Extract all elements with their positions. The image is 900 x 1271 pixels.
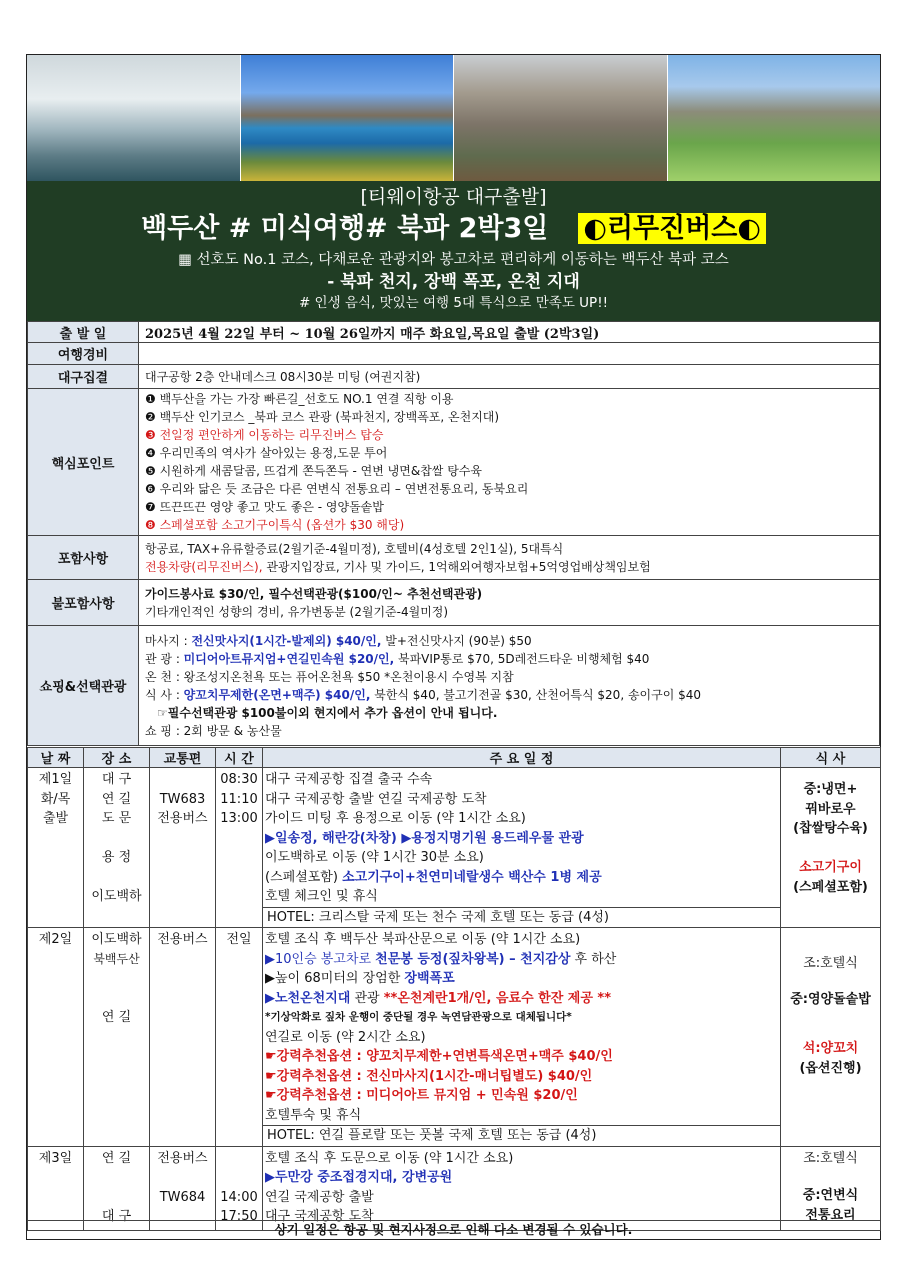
banner-title-text: 백두산 # 미식여행# 북파 2박3일 — [141, 213, 549, 244]
day-2-place-2: 북백두산 — [93, 951, 140, 966]
price-value — [139, 343, 880, 365]
day-1-place-6 — [86, 868, 147, 888]
point-3: ❸ 전일정 편안하게 이동하는 리무진버스 탑승 — [145, 428, 384, 442]
day-1-time-2: 11:10 — [220, 791, 258, 807]
day-3-line-1: 호텔 조식 후 도문으로 이동 (약 1시간 소요) — [265, 1150, 514, 1166]
day-1-line-3: 가이드 미팅 후 용정으로 이동 (약 1시간 소요) — [265, 811, 526, 826]
day-2-option-3: ☛강력추천옵션 : 미디어아트 뮤지엄 + 민속원 $20/인 — [265, 1088, 578, 1103]
meeting-row — [28, 365, 880, 389]
day-1-line-4: ▶일송정, 해란강(차창) ▶용정지명기원 용드레우물 관광 — [265, 830, 584, 846]
day-2-place-1: 이도백하 — [91, 932, 142, 947]
itinerary-document — [26, 54, 881, 1240]
shopping-label: 쇼핑&선택관광 — [28, 626, 139, 746]
day-1-place-7: 이도백하 — [91, 889, 142, 904]
day-1-date — [28, 768, 84, 928]
point-2: ❷ 백두산 인기코스 _북파 코스 관광 (북파천지, 장백폭포, 온천지대) — [145, 410, 500, 424]
point-8: ❽ 스페셜포함 소고기구이특식 (옵션가 $30 해당) — [145, 518, 405, 532]
limousine-badge: ◐리무진버스◐ — [578, 213, 766, 244]
included-rest: 관광지입장료, 기사 및 가이드, 1억해외여행자보험+5억영업배상책임보험 — [262, 559, 651, 574]
included-line-2 — [145, 558, 873, 576]
option-tour — [145, 650, 873, 668]
header-date: 날 짜 — [28, 748, 84, 768]
day-2-place-4 — [86, 989, 147, 1009]
day-1-meal-6: (스페셜포함) — [793, 879, 868, 895]
day-2-line-2 — [265, 950, 778, 970]
day-2-line-2-pre: ▶10인승 봉고차로 — [265, 951, 376, 967]
schedule-header-row — [28, 748, 881, 768]
info-table — [27, 321, 880, 746]
day-3-place-2 — [86, 1168, 147, 1188]
day-2-row — [28, 928, 881, 1147]
day-1-meal-5: 소고기구이 — [799, 860, 862, 875]
day-2-line-1: 호텔 조식 후 백두산 북파산문으로 이동 (약 1시간 소요) — [265, 932, 581, 947]
day-2-option-1: ☛강력추천옵션 : 양꼬치무제한+연변특색온면+맥주 $40/인 — [265, 1049, 613, 1064]
option-shopping: 쇼 핑 : 2회 방문 & 농산물 — [145, 723, 282, 738]
day-1-itinerary — [263, 768, 781, 928]
day-2-line-3-pre: ▶높이 68미터의 장엄한 — [265, 971, 405, 986]
option-massage — [145, 632, 873, 650]
day-2-line-5: *기상악화로 짚차 운행이 중단될 경우 녹연담관광으로 대체됩니다* — [265, 1011, 572, 1023]
photo-strip — [27, 55, 880, 181]
schedule-table — [27, 747, 881, 1231]
day-1-line-1: 대구 국제공항 집결 출국 수속 — [265, 772, 433, 787]
crater-lake-photo — [241, 55, 455, 181]
day-2-hotel: HOTEL: 연길 플로랄 또는 풋볼 국제 호텔 또는 동급 (4성) — [263, 1125, 780, 1146]
day-1-row — [28, 768, 881, 928]
banner-line-2: - 북파 천지, 장백 폭포, 온천 지대 — [327, 272, 580, 292]
departure-label: 출 발 일 — [28, 322, 139, 343]
day-2-transport — [150, 928, 216, 1147]
departure-value: 2025년 4월 22일 부터 ~ 10월 26일까지 매주 화요일,목요일 출발 (2박3일) — [139, 322, 880, 343]
day-2-bus: 전용버스 — [157, 932, 208, 947]
massage-rest: 발+전신맛사지 (90분) $50 — [381, 633, 532, 648]
day-1-places — [84, 768, 150, 928]
title-banner — [27, 181, 880, 321]
day-2-meals — [781, 928, 881, 1147]
points-label: 핵심포인트 — [28, 389, 139, 536]
meal-rest: 북한식 $40, 불고기전골 $30, 산천어특식 $20, 송이구이 $40 — [370, 687, 702, 702]
header-time: 시 간 — [216, 748, 263, 768]
day-1-line-6 — [265, 868, 778, 888]
day-3-date — [28, 1146, 84, 1230]
header-place: 장 소 — [84, 748, 150, 768]
included-line-1: 항공료, TAX+유류할증료(2월기준-4월미정), 호텔비(4성호텔 2인1실), 5대특식 — [145, 541, 564, 556]
excluded-label: 불포함사항 — [28, 580, 139, 626]
tour-rest: 북파VIP통로 $70, 5D레전드타운 비행체험 $40 — [394, 651, 650, 666]
day-1-special-label: (스페셜포함) — [265, 869, 343, 885]
day-2-meal-1: 조:호텔식 — [803, 956, 858, 971]
header-transport: 교통편 — [150, 748, 216, 768]
included-value — [139, 536, 880, 580]
day-1-meal-1: 중:냉면+ — [803, 782, 858, 797]
included-row — [28, 536, 880, 580]
day-2-place-5: 연 길 — [101, 1010, 132, 1025]
day-3-time-2 — [218, 1168, 260, 1188]
day-1-times — [216, 768, 263, 928]
day-2-meal-2: 중:영양돌솥밥 — [790, 991, 871, 1007]
day-2-line-7: 호텔투숙 및 휴식 — [265, 1107, 362, 1123]
day-3-transport — [150, 1146, 216, 1230]
day-3-times — [216, 1146, 263, 1230]
points-value — [139, 389, 880, 536]
day-3-places — [84, 1146, 150, 1230]
point-1: ❶ 백두산을 가는 가장 빠른길_선호도 NO.1 연결 직항 이용 — [145, 392, 454, 406]
day-2-line-4 — [265, 989, 778, 1009]
day-2-meal-4: (옵션진행) — [799, 1060, 862, 1076]
meeting-label: 대구집결 — [28, 365, 139, 389]
departure-row — [28, 322, 880, 343]
day-1-hotel: HOTEL: 크리스탈 국제 또는 천수 국제 호텔 또는 동급 (4성) — [263, 907, 780, 928]
day-3-time-3: 14:00 — [220, 1189, 258, 1205]
tour-highlight: 미디어아트뮤지엄+연길민속원 $20/인, — [183, 651, 395, 666]
included-label: 포함사항 — [28, 536, 139, 580]
day-1-flight: TW683 — [159, 791, 206, 807]
header-meals: 식 사 — [781, 748, 881, 768]
day-1-time-1: 08:30 — [220, 772, 258, 787]
day-2-line-2-highlight: 천문봉 등정(짚차왕복) – 천지감상 — [375, 951, 571, 967]
meeting-value: 대구공항 2층 안내데스크 08시30분 미팅 (여권지참) — [139, 365, 880, 389]
point-5: ❺ 시원하게 새콤달콤, 뜨겁게 쫀득쫀득 - 연변 냉면&찹쌀 탕수육 — [145, 464, 482, 478]
day-2-places — [84, 928, 150, 1147]
day-3-meal-3: 전통요리 — [805, 1207, 856, 1223]
day-1-meal-3: (찹쌀탕수육) — [793, 821, 868, 836]
day-3-line-3: 연길 국제공항 출발 — [265, 1189, 374, 1205]
day-1-line-7: 호텔 체크인 및 휴식 — [265, 889, 378, 904]
day-1-meal-2: 꿔바로우 — [805, 801, 856, 817]
massage-prefix: 마사지 : — [145, 633, 192, 648]
day-3-itinerary — [263, 1146, 781, 1230]
option-spa: 온 천 : 왕조성지온천욕 또는 퓨어온천욕 $50 *온천이용시 수영복 지참 — [145, 669, 514, 684]
excluded-line-2: 기타개인적인 성향의 경비, 유가변동분 (2월기준-4월미정) — [145, 604, 449, 619]
day-1-place-3: 도 문 — [101, 811, 132, 826]
day-1-bus: 전용버스 — [157, 811, 208, 826]
day-3-transport-2 — [152, 1168, 213, 1188]
price-row — [28, 343, 880, 365]
day-2-date-label: 제2일 — [38, 932, 73, 947]
day-2-line-6: 연길로 이동 (약 2시간 소요) — [265, 1029, 426, 1045]
day-3-place-1: 연 길 — [101, 1150, 132, 1166]
included-vehicle: 전용차량(리무진버스), — [145, 559, 263, 574]
price-label: 여행경비 — [28, 343, 139, 365]
day-1-line-5: 이도백하로 이동 (약 1시간 30분 소요) — [265, 850, 484, 865]
option-meal — [145, 686, 873, 704]
waterfall-photo — [454, 55, 668, 181]
day-2-option-2: ☛강력추천옵션 : 전신마사지(1시간-매너팁별도) $40/인 — [265, 1068, 593, 1084]
day-1-place-2: 연 길 — [101, 791, 132, 807]
day-2-line-4-note: **온천계란1개/인, 음료수 한잔 제공 ** — [383, 990, 612, 1006]
banner-title — [27, 211, 880, 247]
day-1-weekday: 화/목 — [40, 791, 71, 807]
point-4: ❹ 우리민족의 역사가 살아있는 용정,도문 투어 — [145, 446, 388, 460]
day-1-place-5: 용 정 — [101, 850, 132, 865]
massage-highlight: 전신맛사지(1시간-발제외) $40/인, — [191, 633, 382, 648]
header-itinerary: 주 요 일 정 — [263, 748, 781, 768]
day-1-meal-4 — [783, 839, 878, 859]
banner-line-1: ▦ 선호도 No.1 코스, 다채로운 관광지와 봉고차로 편리하게 이동하는 백두산 북파 코스 — [178, 252, 729, 268]
day-1-transport-1 — [152, 770, 213, 790]
points-row — [28, 389, 880, 536]
day-1-line-2: 대구 국제공항 출발 연길 국제공항 도착 — [265, 791, 487, 807]
day-3-row — [28, 1146, 881, 1230]
day-2-itinerary — [263, 928, 781, 1147]
tour-prefix: 관 광 : — [145, 651, 184, 666]
point-6: ❻ 우리와 닮은 듯 조금은 다른 연변식 전통요리 – 연변전통요리, 동북요리 — [145, 482, 529, 496]
day-3-date-label: 제3일 — [38, 1150, 73, 1166]
meal-prefix: 식 사 : — [145, 687, 184, 702]
day-1-time-3: 13:00 — [220, 811, 258, 826]
banner-line-3: # 인생 음식, 맛있는 여행 5대 특식으로 만족도 UP!! — [298, 295, 609, 311]
day-3-place-4: 대 구 — [101, 1209, 132, 1224]
day-2-line-3-highlight: 장백폭포 — [404, 971, 455, 986]
day-2-time — [216, 928, 263, 1147]
shopping-row — [28, 626, 880, 746]
day-2-time-label: 전일 — [226, 932, 252, 947]
day-3-place-3 — [86, 1188, 147, 1208]
point-7: ❼ 뜨끈뜨끈 영양 좋고 맛도 좋은 - 영양돌솥밥 — [145, 500, 384, 514]
day-3-bus: 전용버스 — [157, 1150, 208, 1166]
meal-highlight: 양꼬치무제한(온면+맥주) $40/인, — [183, 687, 371, 702]
day-1-place-1: 대 구 — [101, 772, 132, 787]
day-1-date-label: 제1일 — [38, 772, 73, 787]
day-3-meals — [781, 1146, 881, 1230]
banner-subtitle: [티웨이항공 대구출발] — [360, 186, 547, 208]
excluded-line-1: 가이드봉사료 $30/인, 필수선택관광($100/인~ 추천선택관광) — [145, 586, 483, 601]
day-3-line-2: ▶두만강 중조접경지대, 강변공원 — [265, 1170, 453, 1185]
option-note: ☞필수선택관광 $100불이외 현지에서 추가 옵션이 안내 됩니다. — [157, 705, 498, 720]
day-2-date — [28, 928, 84, 1147]
day-2-line-3 — [265, 969, 778, 989]
day-2-line-2-post: 후 하산 — [570, 951, 617, 967]
day-1-transport — [150, 768, 216, 928]
day-1-meals — [781, 768, 881, 928]
day-3-line-4: 대구 국제공항 도착 — [265, 1209, 374, 1224]
day-1-special-meal: 소고기구이+천연미네랄생수 백산수 1병 제공 — [342, 869, 602, 885]
day-2-line-4-highlight: ▶노천온천지대 — [265, 990, 351, 1006]
excluded-value — [139, 580, 880, 626]
day-2-line-4-mid: 관광 — [350, 990, 384, 1006]
day-3-time-1 — [218, 1149, 260, 1169]
shopping-value — [139, 626, 880, 746]
excluded-row — [28, 580, 880, 626]
snow-landscape-photo — [27, 55, 241, 181]
day-2-place-3 — [86, 969, 147, 989]
day-1-departure: 출발 — [42, 811, 69, 826]
footer-notice: 상기 일정은 항공 및 현지사정으로 인해 다소 변경될 수 있습니다. — [27, 1220, 880, 1239]
day-3-meal-1: 조:호텔식 — [803, 1150, 858, 1166]
heart-hands-photo — [668, 55, 881, 181]
day-2-meal-3: 석:양꼬치 — [802, 1041, 859, 1056]
day-3-meal-2: 중:연변식 — [802, 1188, 859, 1203]
day-3-flight: TW684 — [159, 1189, 206, 1205]
day-1-place-4 — [86, 829, 147, 849]
day-3-time-4: 17:50 — [220, 1209, 258, 1224]
